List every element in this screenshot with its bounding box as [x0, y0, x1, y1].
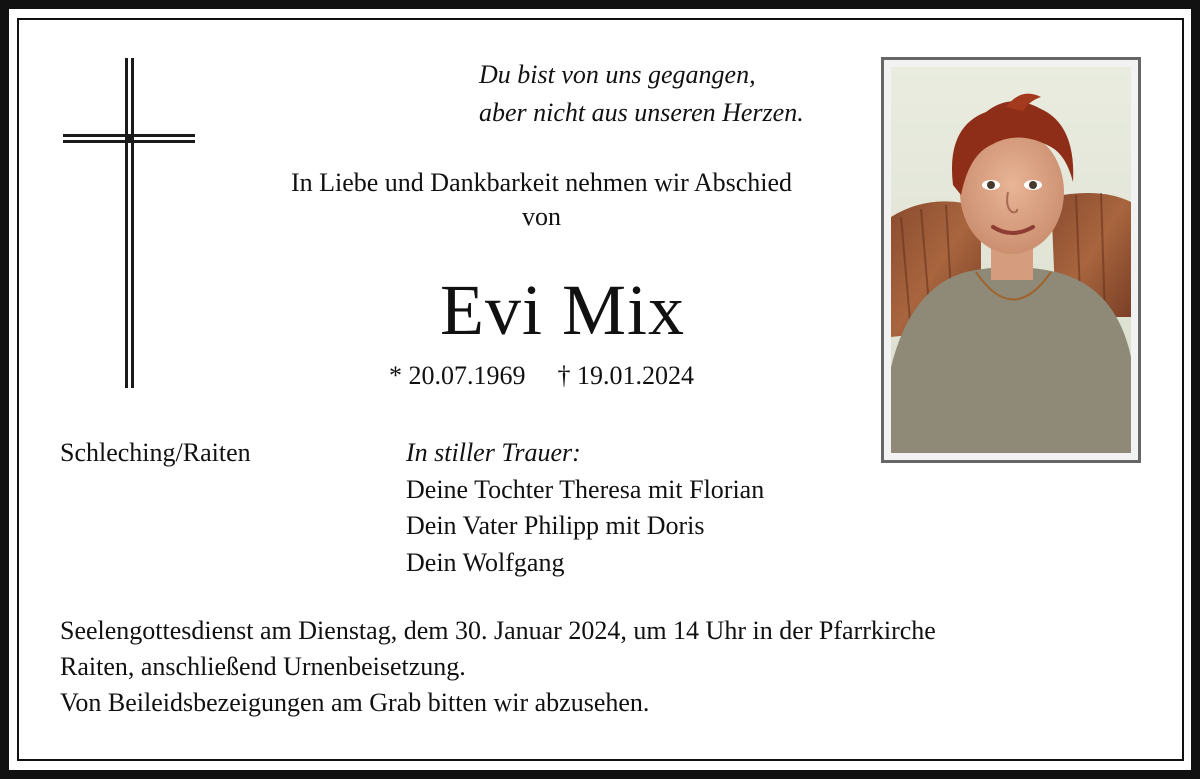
portrait-photo — [891, 67, 1131, 453]
place-of-residence: Schleching/Raiten — [60, 438, 251, 467]
portrait-frame — [881, 57, 1141, 463]
cross-icon — [63, 58, 195, 388]
quote-line-2: aber nicht aus unseren Herzen. — [479, 98, 804, 127]
quote-line-1: Du bist von uns gegangen, — [479, 60, 756, 89]
farewell-von: von — [522, 202, 561, 231]
death-date: † 19.01.2024 — [557, 361, 694, 390]
birth-date: * 20.07.1969 — [389, 361, 526, 390]
service-line: Von Beileidsbezeigungen am Grab bitten wir abzusehen. — [60, 688, 650, 717]
mourner-line: Dein Wolfgang — [406, 548, 565, 577]
farewell-line: In Liebe und Dankbarkeit nehmen wir Abschied — [290, 168, 793, 197]
mourner-line: Dein Vater Philipp mit Doris — [406, 511, 705, 540]
deceased-name: Evi Mix — [439, 270, 685, 350]
mourner-line: Deine Tochter Theresa mit Florian — [406, 475, 765, 504]
service-line: Raiten, anschließend Urnenbeisetzung. — [60, 652, 466, 681]
service-line: Seelengottesdienst am Dienstag, dem 30. Januar 2024, um 14 Uhr in der Pfarrkirche — [60, 616, 936, 645]
life-dates — [389, 359, 694, 393]
mourners-heading: In stiller Trauer: — [406, 438, 581, 467]
